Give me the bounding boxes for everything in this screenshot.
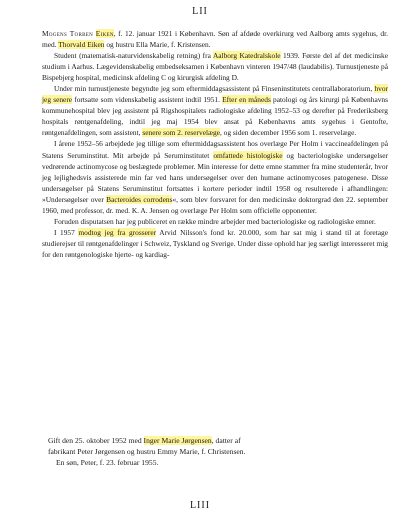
page-number-bottom: LIII bbox=[189, 500, 211, 511]
text-run: , f. 12. januar 1921 i København. Søn af afdøde overkirurg ved Aalborg amts sygehus, dr. med. bbox=[42, 29, 388, 50]
paragraph bbox=[42, 50, 388, 83]
text-run: og hustru Ella Marie, f. Kristensen. bbox=[104, 40, 211, 50]
text-run: Arvid Nilsson's fond kr. 20.000, som har sat mig i stand til at foretage studierejser til røntgenafdelinger i Schweiz, Tyskland og Sverige. Under disse ophold har jeg særligt interesseret mig for den røntgenologiske hjerte- og kardiag- bbox=[42, 227, 388, 259]
text-run: fortsatte som videnskabelig assistent indtil 1951. bbox=[72, 95, 223, 105]
text-run: Student (matematisk-naturvidenskabelig retning) fra bbox=[54, 51, 213, 61]
text-run: fabrikant Peter Jørgensen og hustru Emmy Marie, f. Christensen. bbox=[48, 447, 246, 457]
biography-body bbox=[42, 28, 388, 260]
highlighted-text: senere som 2. reservelæge bbox=[142, 128, 220, 138]
highlighted-text: Aalborg Katedralskole bbox=[212, 51, 281, 61]
paragraph bbox=[42, 28, 388, 50]
text-run: , og siden december 1956 som 1. reservelæge. bbox=[219, 128, 357, 138]
family-line bbox=[48, 446, 388, 457]
highlighted-text: Eiken bbox=[95, 29, 114, 38]
biography-family-note bbox=[48, 435, 388, 469]
highlighted-text: modtog jeg fra grosserer bbox=[78, 227, 157, 237]
highlighted-text: hvor jeg senere bbox=[42, 84, 388, 105]
text-run: I 1957 bbox=[54, 227, 79, 237]
text-run: «, som blev forsvaret for den medicinske doktorgrad den 22. september 1960, med professor, dr. med. K. A. Jensen og overlæge Per Holm som officielle opponenter. bbox=[42, 194, 388, 215]
text-run: Foruden disputatsen har jeg publiceret en række mindre arbejder med bacteriologiske og radiologiske emner. bbox=[54, 216, 376, 226]
text-run: 1939. Første del af det medicinske studium i Aarhus. Lægevidenskabelig embedseksamen i København vinteren 1947/48 (laudabilis). Turnustjeneste på Bispebjerg hospital, medicinsk afdeling C og kirurgisk afdeling D. bbox=[42, 51, 388, 83]
paragraph bbox=[42, 138, 388, 215]
highlighted-text: Thorvald Eiken bbox=[58, 40, 105, 50]
text-run: Gift den 25. oktober 1952 med bbox=[48, 436, 144, 445]
highlighted-text: Efter en måneds bbox=[222, 95, 271, 105]
text-run: Mogens Torben bbox=[42, 29, 96, 38]
text-run: I årene 1952–56 arbejdede jeg tillige som eftermiddagsassistent hos overlæge Per Holm i vaccineafdelingen på Statens Seruminstitut. Mit arbejde på Seruminstitutet bbox=[42, 139, 388, 160]
highlighted-text: omfattede histologiske bbox=[213, 150, 283, 160]
text-run: Under min turnustjeneste begyndte jeg som eftermiddagsassistent på Finseninstitutets centrallaboratorium, bbox=[54, 84, 375, 94]
text-run: og bacteriologiske undersøgelser vedrørende actinomycose og beslægtede problemer. Min interesse for dette emne stammer fra mine studenterår, hvor jeg lejlighedsvis assisterede min far ved hans undersøgelser over den humane actinomycoses patogenese. Disse undersøgelser på Statens Seruminstitut fortsattes i kortere perioder indtil 1958 og resulterede i afhandlingen: »Undersøgelser over bbox=[42, 150, 388, 204]
family-line bbox=[48, 435, 388, 446]
text-run: patologi og års kirurgi på Københavns kommunehospital blev jeg assistent på Rigshospitalets radiologiske afdeling 1952–53 og derefter på Frederiksberg hospitals røntgenafdeling, indtil jeg maj 1954 blev ansat på Københavns amts sygehus i Gentofte, røntgenafdelingen, som assistent, bbox=[42, 95, 388, 138]
page-number-top: LII bbox=[192, 6, 208, 17]
highlighted-text: Inger Marie Jørgensen bbox=[143, 436, 212, 445]
paragraph bbox=[42, 83, 388, 138]
highlighted-text: Bacteroides corrodens bbox=[106, 194, 173, 204]
paragraph bbox=[42, 216, 388, 227]
paragraph bbox=[42, 227, 388, 260]
text-run: En søn, Peter, f. 23. februar 1955. bbox=[56, 458, 159, 468]
text-run: , datter af bbox=[211, 436, 241, 445]
family-line bbox=[48, 457, 388, 468]
